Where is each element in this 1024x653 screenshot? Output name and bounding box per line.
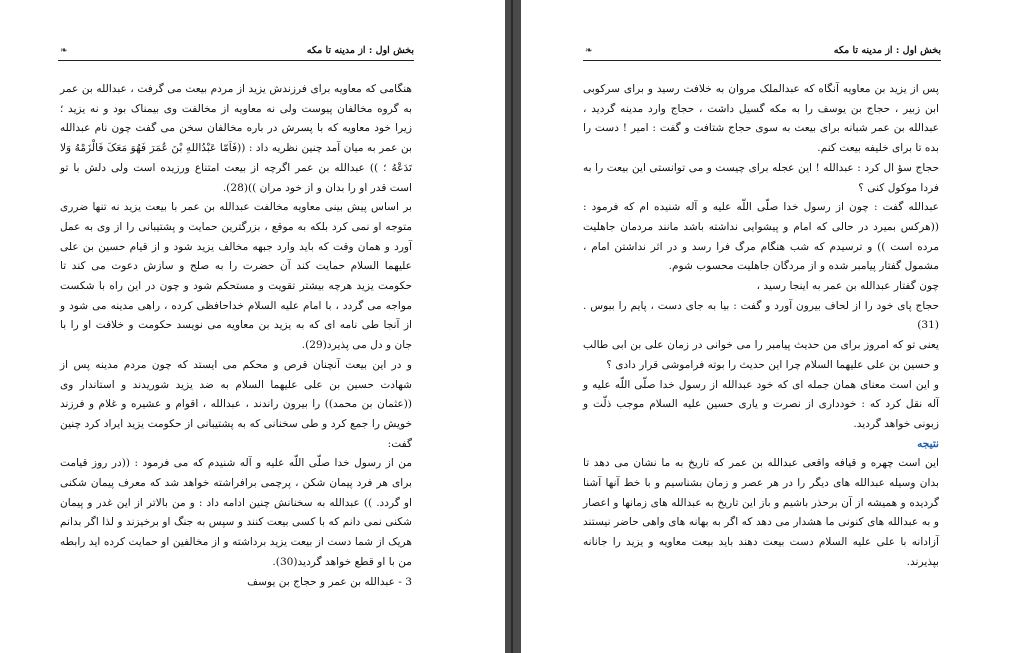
paragraph: و در این بیعت آنچنان قرص و محکم می ایستد که چون مردم مدینه پس از شهادت حسین بن علی علیهما السلام به ضد یزید شوریدند و استاندار وی ((عثمان بن محمد)) را بیرون راندند ، عبدالله ، اقوام و عشیره و غلام و فرزند خویش را جمع کرد و طی سخنانی که به پشتیبانی از حکومت یزید ایراد کرد چنین گفت:	[60, 358, 412, 450]
paragraph: یعنی تو که امروز برای من حدیث پیامبر را می خوانی در زمان علی بن ابی طالب و حسین بن علی علیهما السلام چرا این حدیث را بوته فراموشی قرار دادی ؟	[583, 339, 939, 371]
section-title: 3 - عبدالله بن عمر و حجاج بن یوسف	[247, 575, 412, 588]
paragraph: عبدالله گفت : چون از رسول خدا صلّی اللّه علیه و آله شنیده ام که فرمود : ((هرکس بمیرد در حالی که امام و پیشوایی نداشته باشد مانند مردمان جاهلیت مرده است )) و ترسیدم که شب هنگام مرگ فرا رسد و در اثر نداشتن امام ، مشمول گفتار پیامبر شده و از مردگان جاهلیت محسوب شوم.	[583, 201, 939, 273]
paragraph: و این است معنای همان جمله ای که خود عبدالله از رسول خدا صلّی اللّه علیه و آله نقل کرد که : خودداری از نصرت و یاری حسین علیه السلام موجب ذلّت و زبونی خواهد گردید.	[583, 378, 939, 430]
page-body	[583, 80, 939, 573]
paragraph: بر اساس پیش بینی معاویه مخالفت عبدالله بن عمر با بیعت یزید نه تنها ضرری متوجه او نمی کرد بلکه به موقع ، بزرگترین حمایت و پشتیبانی را از وی به عمل آورد و همان وقت که باید وارد جبهه مخالف یزید شود و از قیام حسین بن علی علیهما السلام حمایت کند آن حضرت را به صلح و سازش دعوت می کند تا حکومت یزید هرچه بیشتر تقویت و مستحکم شود و چون در این راه با شکست مواجه می گردد ، با امام علیه السلام خداحافظی کرده ، راهی مدینه می شود و از آنجا طی نامه ای که به یزید بن معاویه می نویسد حکومت و خلافت او را با جان و دل می پذیرد(29).	[60, 201, 412, 352]
paragraph: حجاج پای خود را از لحاف بیرون آورد و گفت : بیا به جای دست ، پایم را ببوس .(31)	[583, 299, 939, 332]
paragraph: من از رسول خدا صلّی اللّه علیه و آله شنیدم که می فرمود : ((در روز قیامت برای هر فرد پیمان شکن ، پرچمی برافراشته خواهد شد که معرف پیمان شکنی او گردد. )) عبدالله به سخنانش چنین ادامه داد : و من بالاتر از این غدر و پیمان شکنی نمی دانم که با کسی بیعت کنند و سپس به جنگ او برخیزند و لذا اگر بدانم هریک از شما دست از بیعت یزید برداشته و از مخالفین او حمایت کرده اید رابطه من با او قطع خواهد گردید(30).	[60, 457, 412, 568]
ornament-icon: ❧	[60, 46, 68, 56]
paragraph: هنگامی که معاویه برای فرزندش یزید از مردم بیعت می گرفت ، عبدالله بن عمر به گروه مخالفان پیوست ولی نه معاویه از مخالفت وی بیمناک بود و نه یزید ؛ زیرا خود معاویه که با پسرش در باره مخالفان سخن می گفت چون نام عبدالله بن عمر به میان آمد چنین نظریه داد : ((فَاَمّا عَبْدُاللهِ بْنَ عُمَرَ فَهُوَ مَعَکَ فَالْزَمْهُ وَلا تَدَعْهُ ؛ )) عبدالله بن عمر اگرچه از بیعت امتناع ورزیده است ولی دلش با تو است قدر او را بدان و از خود مران ))(28).	[60, 83, 412, 194]
header-title: بخش اول : از مدینه تا مکه	[833, 45, 941, 56]
left-page	[0, 0, 505, 653]
paragraph: چون گفتار عبدالله بن عمر به اینجا رسید ،	[756, 280, 939, 293]
paragraph: حجاج سؤ ال کرد : عبدالله ! این عجله برای چیست و می توانستی این بیعت را به فردا موکول کنی ؟	[583, 161, 939, 194]
conclusion-heading: نتیجه	[917, 437, 939, 450]
header-title: بخش اول : از مدینه تا مکه	[306, 45, 414, 56]
page-body	[60, 80, 412, 592]
paragraph: پس از یزید بن معاویه آنگاه که عبدالملک مروان به خلافت رسید و برای سرکوبی ابن زبیر ، حجاج بن یوسف را به مکه گسیل داشت ، حجاج وارد مدینه گردید ، عبدالله بن عمر شبانه برای بیعت به سوی حجاج شتافت و گفت : امیر ! دست را بده تا برای خلیفه بیعت کنم.	[583, 83, 939, 155]
running-header	[583, 44, 941, 61]
right-page	[521, 0, 1024, 653]
conclusion-text: این است چهره و قیافه واقعی عبدالله بن عمر که تاریخ به ما نشان می دهد تا بدان وسیله عبدالله های دیگر را در هر عصر و زمان بشناسیم و با خط آنها آشنا گردیده و همیشه از آن برحذر باشیم و باز این تاریخ به عبدالله های زمانها و اعصار و به عبدالله های کنونی ما هشدار می دهد که اگر به بهانه های واهی حاضر نیستند آزادانه با علی علیه السلام دست بیعت دهند باید بیعت معاویه و یزید را جانانه بپذیرند.	[583, 457, 939, 568]
ornament-icon: ❧	[585, 46, 593, 56]
book-spine	[505, 0, 521, 653]
running-header	[58, 44, 414, 61]
